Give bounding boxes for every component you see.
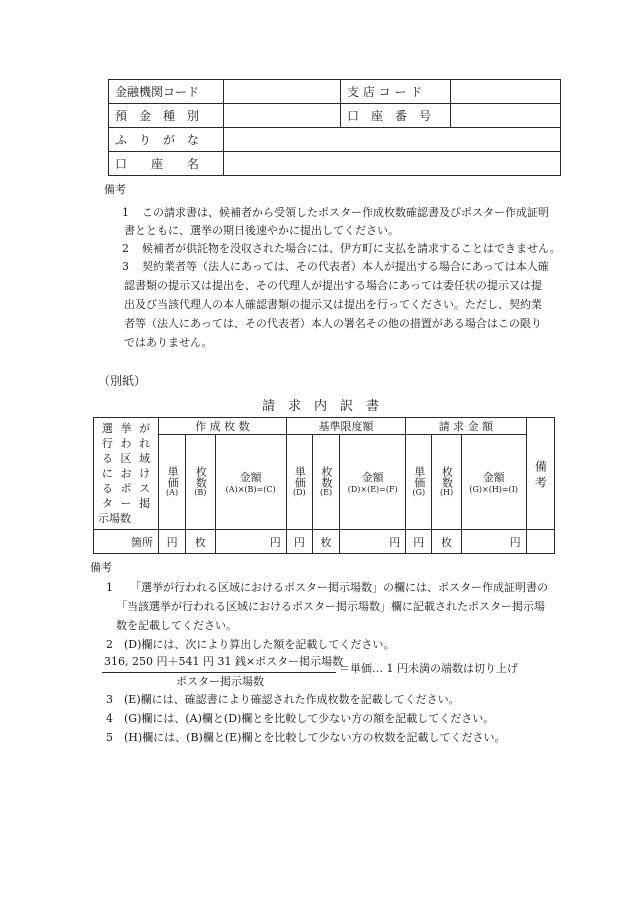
- note-line: 「選挙が行われる区域におけるポスター掲示場数」の欄には、ポスター作成証明書の: [130, 581, 548, 594]
- note-line: (D)欄には、次により算出した額を記載してください。: [124, 638, 395, 651]
- unit-price-g-cell[interactable]: 円: [406, 530, 432, 554]
- count-h-cell[interactable]: 枚: [432, 530, 461, 554]
- note-line: 契約業者等（法人にあっては、その代表者）本人が提出する場合にあっては本人確: [142, 260, 549, 273]
- count-h-header: 枚数 (H): [432, 435, 461, 530]
- group-standard-limit: 基準限度額: [286, 418, 405, 435]
- note-line: (G)欄には、(A)欄と(D)欄とを比較して少ない方の額を記載してください。: [124, 712, 495, 725]
- branch-code-field[interactable]: [451, 80, 561, 104]
- account-name-field[interactable]: [224, 152, 561, 176]
- notes-heading: 備考: [90, 561, 112, 574]
- note-number: 5: [106, 731, 113, 744]
- furigana-label: ふ り が な: [109, 128, 224, 152]
- amount-c-header: 金額 (A)×(B)=(C): [215, 435, 286, 530]
- note-line: 認書類の提示又は提出を、その代理人が提出する場合にあっては委任状の提示又は提: [124, 279, 542, 292]
- account-number-field[interactable]: [451, 104, 561, 128]
- posting-places-cell[interactable]: 箇所: [94, 530, 159, 554]
- note-number: 4: [106, 712, 113, 725]
- deposit-type-label: 預 金 種 別: [109, 104, 224, 128]
- note-line: 候補者が供託物を没収された場合には、伊方町に支払を請求することはできません。: [142, 242, 561, 255]
- furigana-field[interactable]: [224, 128, 561, 152]
- note-line: 「当該選挙が行われる区域におけるポスター掲示場数」欄に記載されたポスター掲示場: [116, 600, 545, 613]
- formula-numerator: 316, 250 円＋541 円 31 銭×ポスター掲示場数: [104, 655, 344, 668]
- breakdown-title: 請 求 内 訳 書: [262, 399, 380, 414]
- amount-c-cell[interactable]: 円: [215, 530, 286, 554]
- note-number: 2: [106, 638, 113, 651]
- unit-price-d-cell[interactable]: 円: [286, 530, 312, 554]
- note-line: (E)欄には、確認書により確認された作成枚数を記載してください。: [124, 693, 460, 706]
- posting-places-header: 選 挙 が 行 わ れ る 区 域 に お け る ポ ス タ ー 掲 示場数: [94, 418, 159, 530]
- remarks-header: 備 考: [526, 418, 554, 530]
- formula-denominator: ポスター掲示場数: [176, 675, 264, 688]
- amount-i-header: 金額 (G)×(H)=(I): [461, 435, 526, 530]
- unit-price-a-header: 単価 (A): [158, 435, 185, 530]
- branch-code-label: 支 店 コ ー ド: [341, 80, 451, 104]
- note-line: ではありません。: [124, 336, 213, 349]
- bank-code-label: 金融機関コード: [109, 80, 224, 104]
- formula-fraction-bar: [102, 672, 336, 673]
- note-line: 者等（法人にあっては、その代表者）本人の署名その他の措置がある場合はこの限り: [124, 317, 542, 330]
- note-line: 書とともに、選挙の期日後速やかに提出してください。: [124, 224, 399, 237]
- bank-info-table: [108, 79, 561, 176]
- note-line: 出及び当該代理人の本人確認書類の提示又は提出を行ってください。ただし、契約業: [124, 298, 542, 311]
- group-claim-amount: 請 求 金 額: [406, 418, 526, 435]
- note-number: 3: [122, 260, 129, 273]
- note-line: (H)欄には、(B)欄と(E)欄とを比較して少ない方の枚数を記載してください。: [124, 731, 506, 744]
- note-line: 数を記載してください。: [116, 619, 237, 632]
- note-number: 3: [106, 693, 113, 706]
- account-number-label: 口 座 番 号: [341, 104, 451, 128]
- breakdown-table: [93, 417, 555, 554]
- account-name-label: 口 座 名: [109, 152, 224, 176]
- count-e-header: 枚数 (E): [312, 435, 339, 530]
- group-production-count: 作 成 枚 数: [158, 418, 286, 435]
- unit-price-g-header: 単価 (G): [406, 435, 432, 530]
- count-b-cell[interactable]: 枚: [186, 530, 215, 554]
- count-e-cell[interactable]: 枚: [312, 530, 339, 554]
- note-number: 2: [122, 242, 129, 255]
- amount-f-header: 金額 (D)×(E)=(F): [340, 435, 406, 530]
- deposit-type-field[interactable]: [224, 104, 341, 128]
- amount-f-cell[interactable]: 円: [340, 530, 406, 554]
- remarks-cell[interactable]: [526, 530, 554, 554]
- formula-result: ＝単価… 1 円未満の端数は切り上げ: [339, 662, 518, 675]
- note-number: 1: [122, 206, 129, 219]
- unit-price-d-header: 単価 (D): [286, 435, 312, 530]
- amount-i-cell[interactable]: 円: [461, 530, 526, 554]
- unit-price-a-cell[interactable]: 円: [158, 530, 185, 554]
- attachment-label: （別紙）: [98, 374, 147, 388]
- bank-code-field[interactable]: [224, 80, 341, 104]
- notes-heading: 備考: [104, 183, 126, 196]
- note-number: 1: [106, 581, 113, 594]
- note-line: この請求書は、候補者から受領したポスター作成枚数確認書及びポスター作成証明: [142, 206, 549, 219]
- count-b-header: 枚数 (B): [186, 435, 215, 530]
